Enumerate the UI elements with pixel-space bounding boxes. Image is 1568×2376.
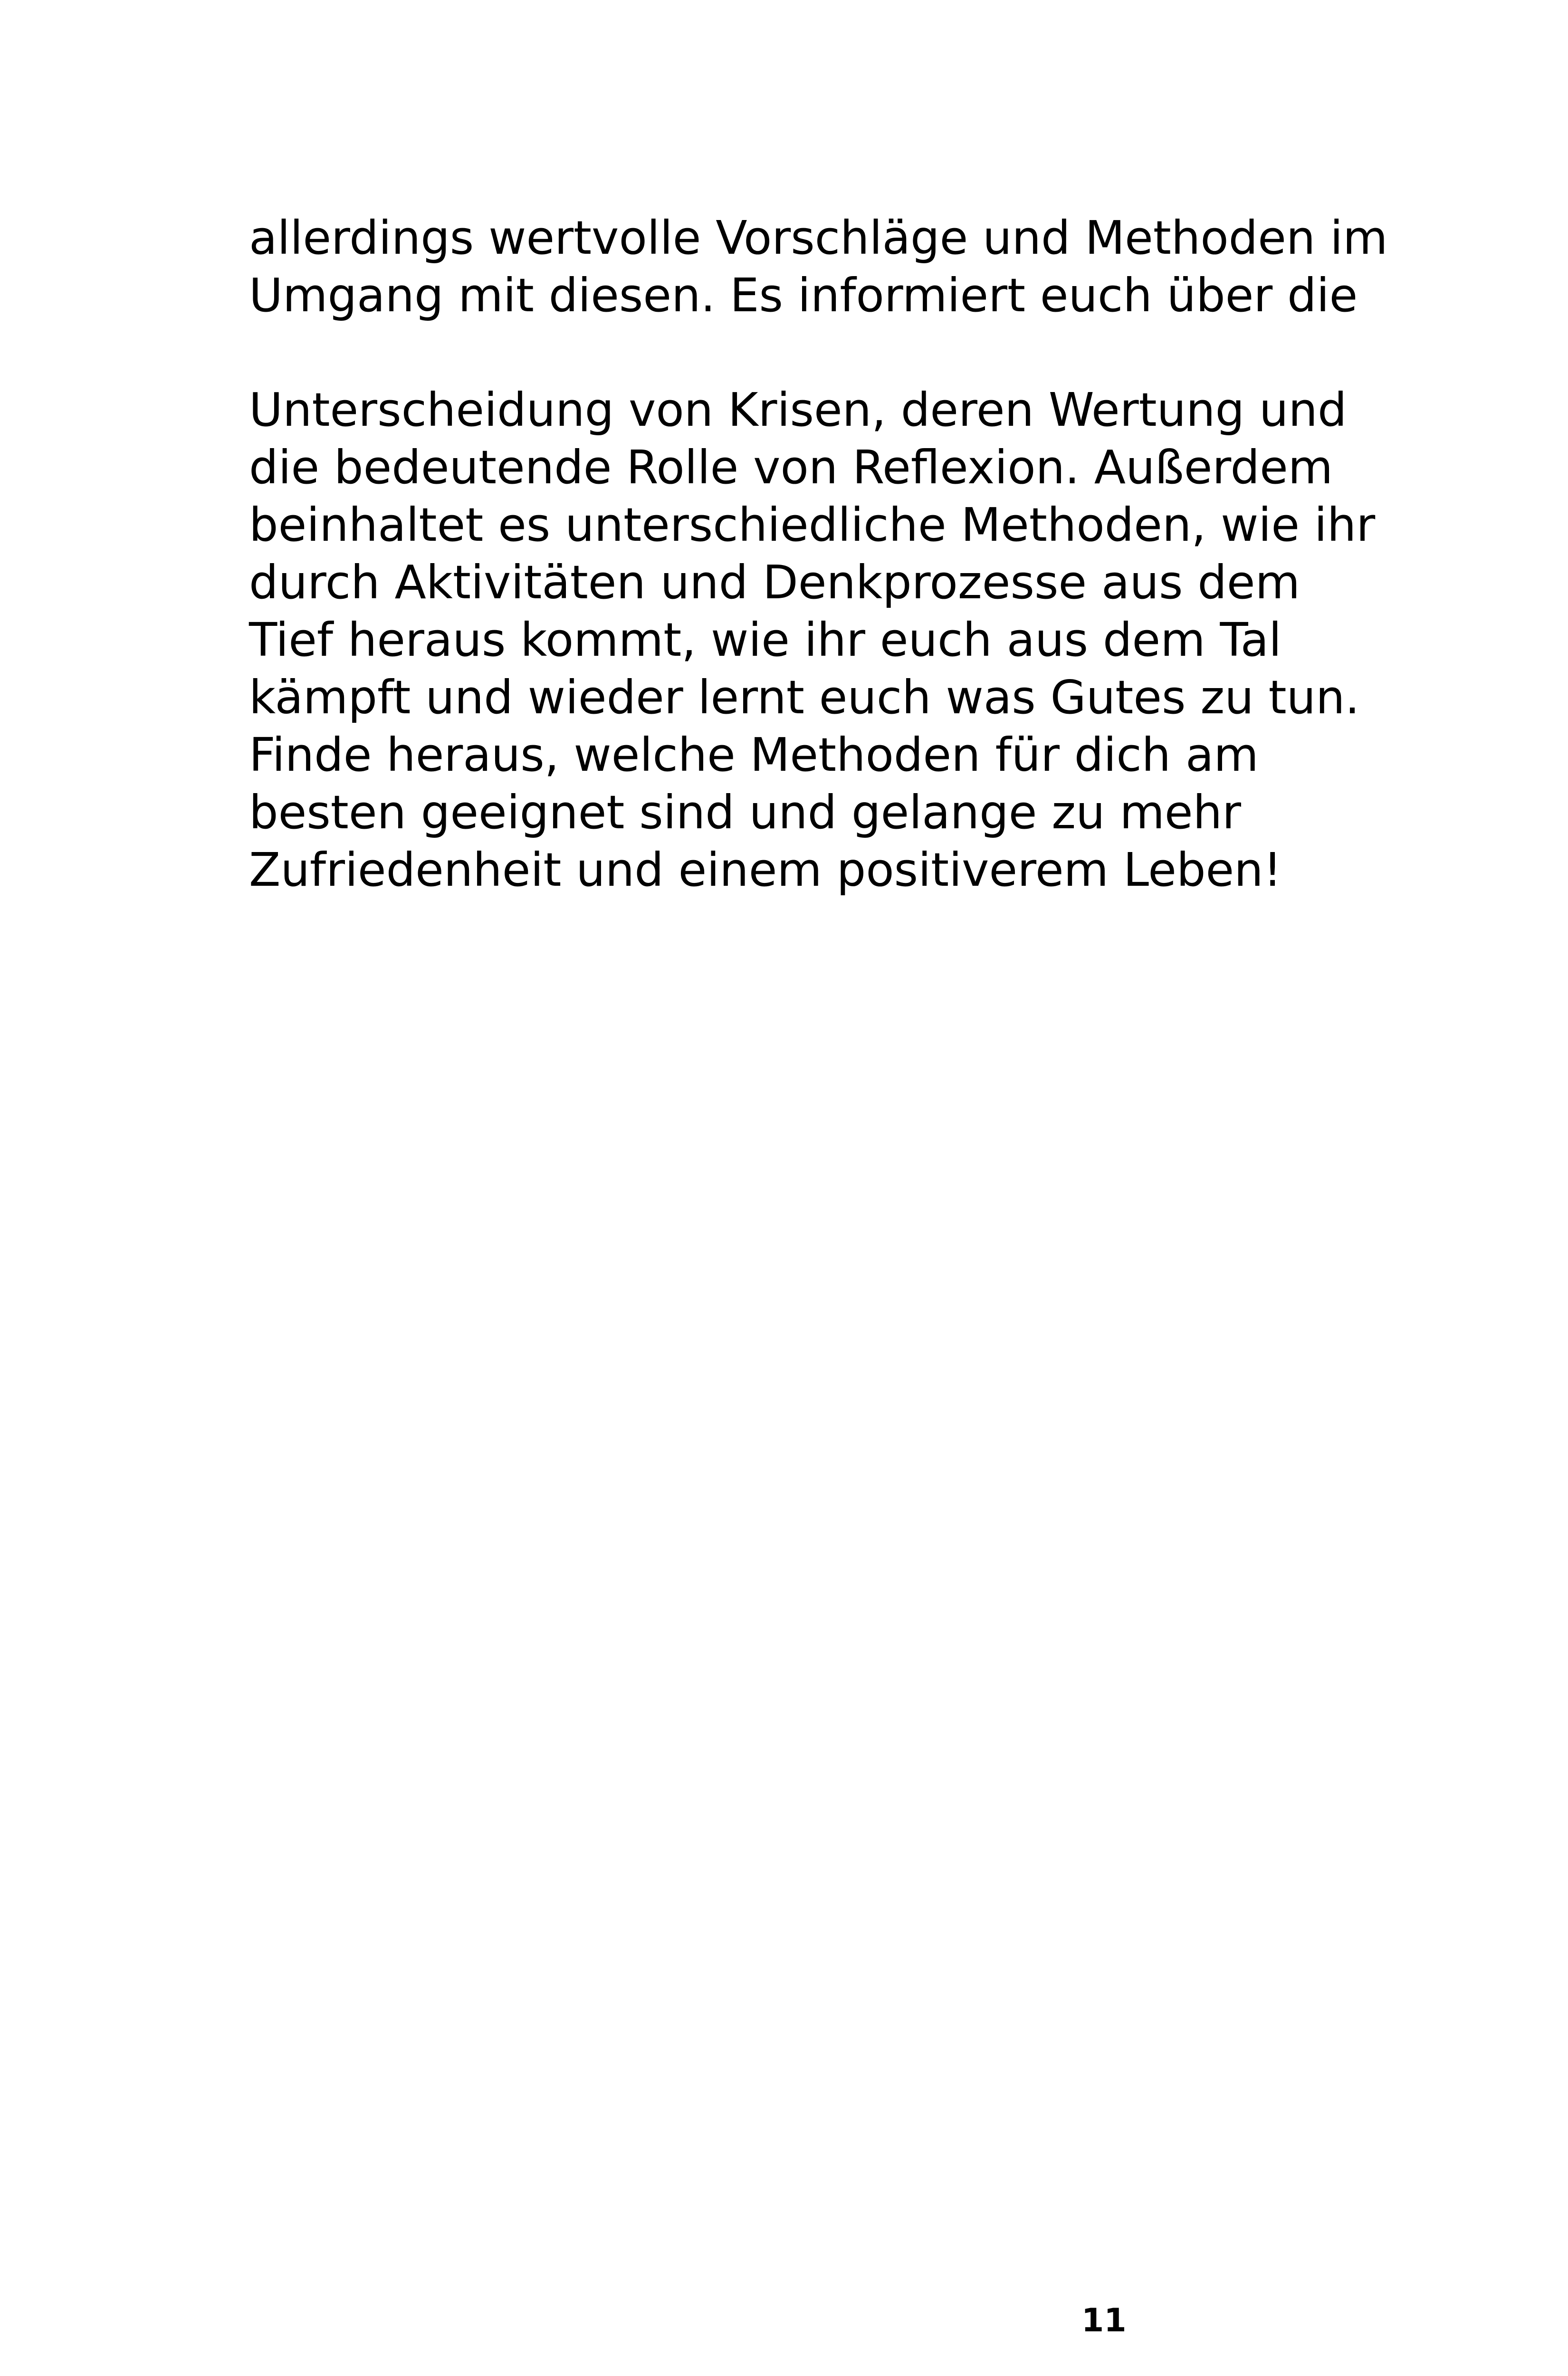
text-line: besten geeignet sind und gelange zu mehr	[249, 786, 1241, 839]
text-line: allerdings wertvolle Vorschläge und Methoden im	[249, 211, 1388, 265]
page-number: 11	[1081, 2302, 1127, 2339]
text-line: beinhaltet es unterschiedliche Methoden, wie ihr	[249, 498, 1376, 552]
text-line: Unterscheidung von Krisen, deren Wertung und	[249, 383, 1347, 437]
text-line: Zufriedenheit und einem positiverem Leben!	[249, 843, 1282, 897]
paragraph-gap	[249, 324, 1484, 381]
text-line: Umgang mit diesen. Es informiert euch über die	[249, 268, 1358, 322]
text-line: Tief heraus kommt, wie ihr euch aus dem Tal	[249, 613, 1282, 667]
text-line: Finde heraus, welche Methoden für dich am	[249, 728, 1259, 782]
body-text	[249, 209, 1484, 899]
text-line: durch Aktivitäten und Denkprozesse aus dem	[249, 556, 1300, 609]
text-line: kämpft und wieder lernt euch was Gutes zu tun.	[249, 671, 1360, 724]
text-line: die bedeutende Rolle von Reflexion. Außerdem	[249, 441, 1333, 494]
